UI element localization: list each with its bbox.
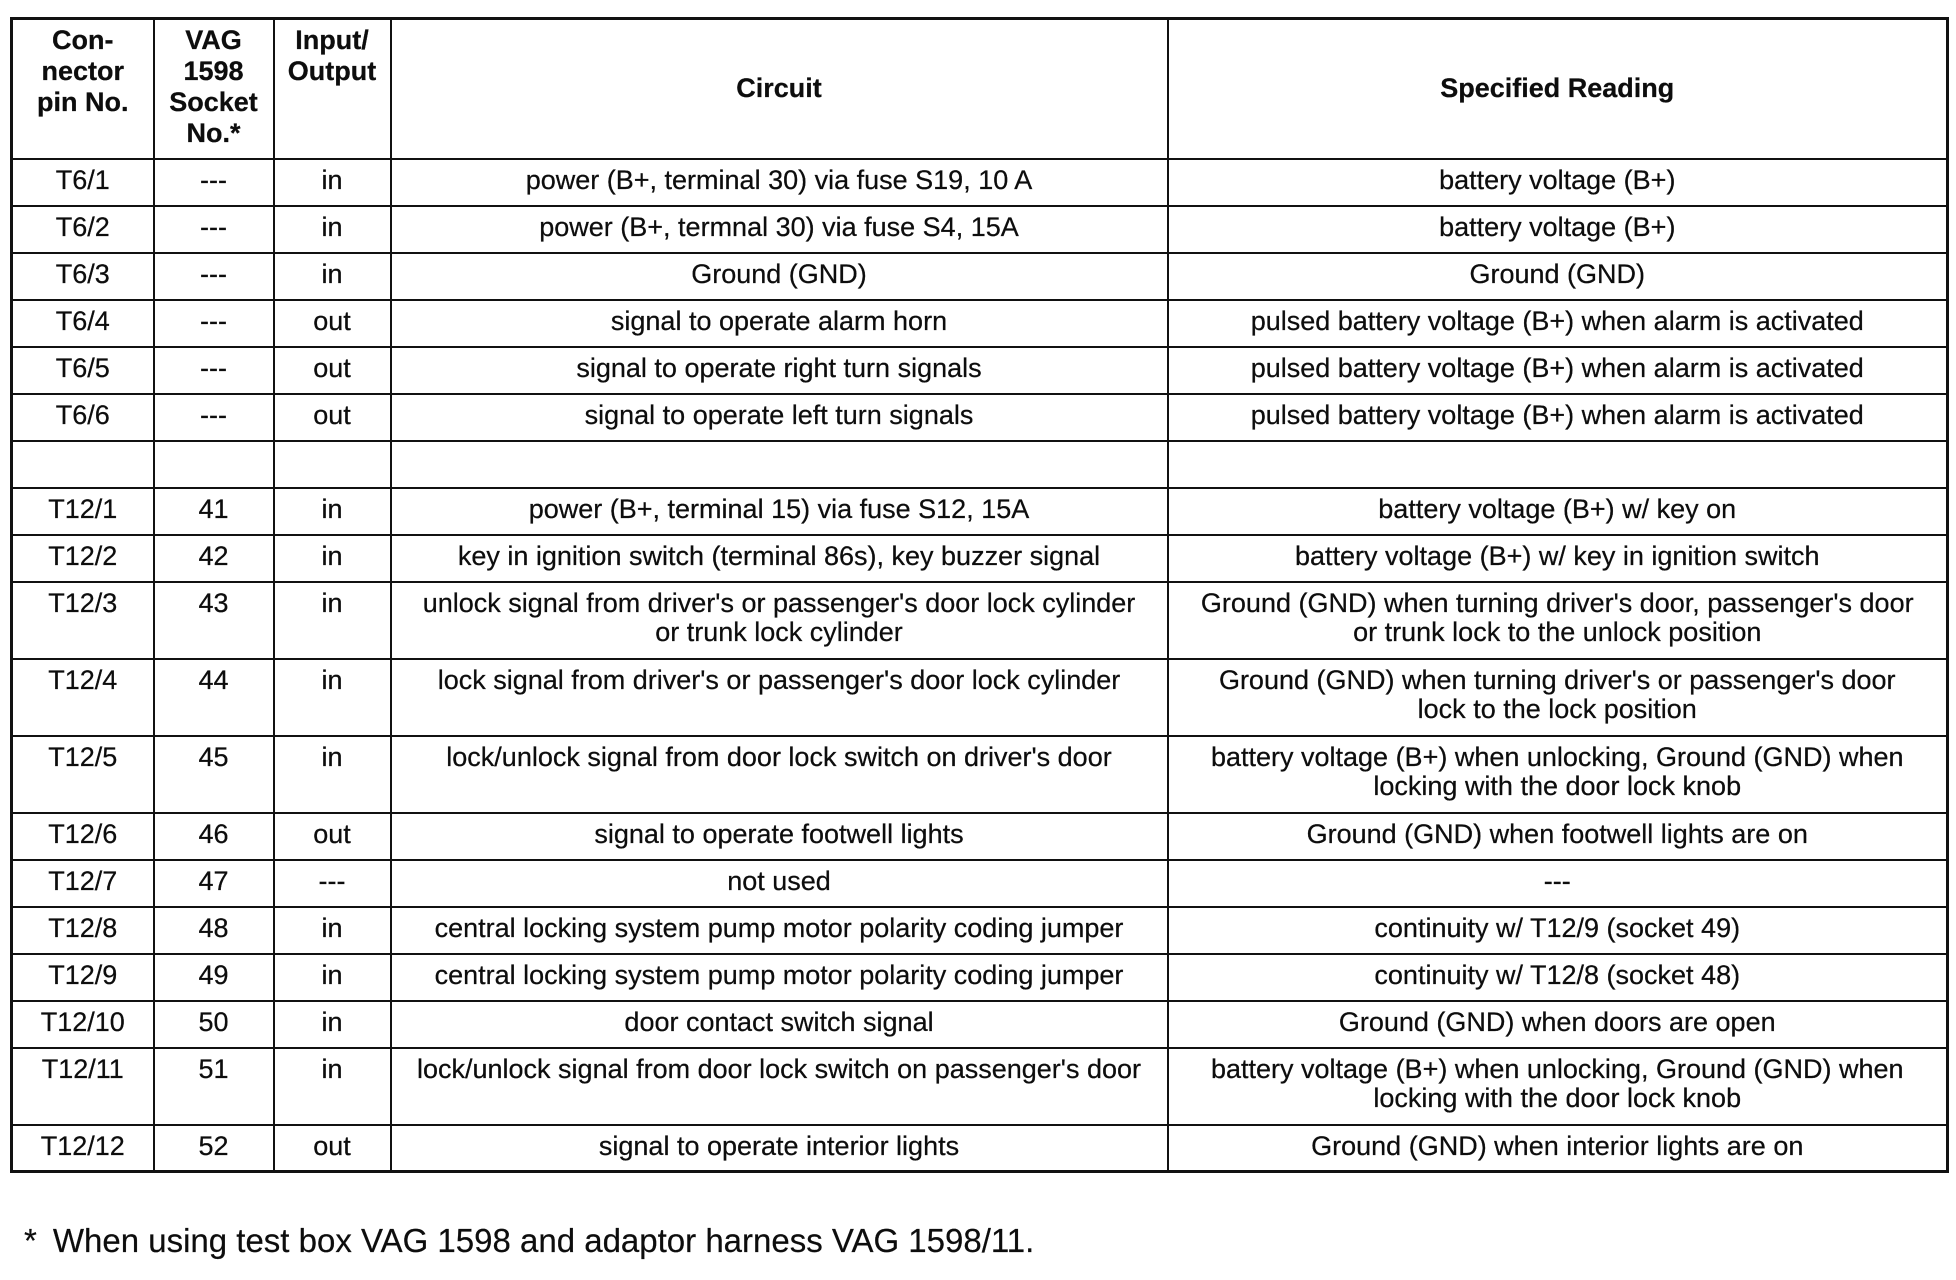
socket-cell: 50: [154, 1001, 274, 1048]
empty-cell: [391, 441, 1168, 488]
circuit-cell: power (B+, termnal 30) via fuse S4, 15A: [391, 206, 1168, 253]
pin-cell: T12/11: [12, 1048, 154, 1125]
socket-cell: 44: [154, 659, 274, 736]
io-cell: in: [274, 1001, 391, 1048]
reading-cell: pulsed battery voltage (B+) when alarm is activated: [1168, 347, 1948, 394]
circuit-cell: signal to operate alarm horn: [391, 300, 1168, 347]
io-cell: in: [274, 954, 391, 1001]
circuit-cell: lock/unlock signal from door lock switch on driver's door: [391, 736, 1168, 813]
table-row: [12, 736, 1948, 813]
reading-cell: battery voltage (B+): [1168, 159, 1948, 206]
circuit-cell: signal to operate interior lights: [391, 1125, 1168, 1172]
table-row: [12, 860, 1948, 907]
table-row: [12, 907, 1948, 954]
io-cell: in: [274, 253, 391, 300]
circuit-cell: central locking system pump motor polarity coding jumper: [391, 907, 1168, 954]
pin-cell: T12/9: [12, 954, 154, 1001]
io-cell: in: [274, 206, 391, 253]
io-cell: in: [274, 736, 391, 813]
socket-cell: ---: [154, 300, 274, 347]
io-cell: out: [274, 813, 391, 860]
circuit-cell: signal to operate footwell lights: [391, 813, 1168, 860]
header-socket: VAG 1598 Socket No.*: [154, 19, 274, 159]
io-cell: out: [274, 394, 391, 441]
io-cell: in: [274, 659, 391, 736]
pin-cell: T12/1: [12, 488, 154, 535]
circuit-cell: signal to operate right turn signals: [391, 347, 1168, 394]
table-row: [12, 253, 1948, 300]
socket-cell: 51: [154, 1048, 274, 1125]
pin-assignment-table: [10, 17, 1949, 1173]
socket-cell: ---: [154, 159, 274, 206]
header-circuit: Circuit: [391, 19, 1168, 159]
table-row: [12, 488, 1948, 535]
io-cell: in: [274, 582, 391, 659]
socket-cell: ---: [154, 347, 274, 394]
io-cell: out: [274, 1125, 391, 1172]
empty-cell: [12, 441, 154, 488]
io-cell: in: [274, 488, 391, 535]
circuit-cell: door contact switch signal: [391, 1001, 1168, 1048]
circuit-cell: lock/unlock signal from door lock switch on passenger's door: [391, 1048, 1168, 1125]
table-row: [12, 347, 1948, 394]
socket-cell: 47: [154, 860, 274, 907]
socket-cell: 45: [154, 736, 274, 813]
pin-cell: T6/1: [12, 159, 154, 206]
circuit-cell: central locking system pump motor polarity coding jumper: [391, 954, 1168, 1001]
circuit-cell: key in ignition switch (terminal 86s), key buzzer signal: [391, 535, 1168, 582]
pin-cell: T6/4: [12, 300, 154, 347]
pin-cell: T6/3: [12, 253, 154, 300]
io-cell: ---: [274, 860, 391, 907]
circuit-cell: lock signal from driver's or passenger's door lock cylinder: [391, 659, 1168, 736]
footnote: [24, 1222, 1034, 1260]
pin-cell: T12/7: [12, 860, 154, 907]
reading-cell: battery voltage (B+) when unlocking, Ground (GND) when locking with the door lock knob: [1168, 736, 1948, 813]
header-reading: Specified Reading: [1168, 19, 1948, 159]
pin-cell: T12/8: [12, 907, 154, 954]
pin-cell: T12/2: [12, 535, 154, 582]
socket-cell: ---: [154, 253, 274, 300]
reading-cell: battery voltage (B+): [1168, 206, 1948, 253]
io-cell: in: [274, 159, 391, 206]
socket-cell: ---: [154, 206, 274, 253]
reading-cell: ---: [1168, 860, 1948, 907]
circuit-cell: Ground (GND): [391, 253, 1168, 300]
socket-cell: 52: [154, 1125, 274, 1172]
reading-cell: pulsed battery voltage (B+) when alarm is activated: [1168, 300, 1948, 347]
table-row: [12, 394, 1948, 441]
pin-cell: T12/3: [12, 582, 154, 659]
reading-cell: battery voltage (B+) when unlocking, Ground (GND) when locking with the door lock knob: [1168, 1048, 1948, 1125]
empty-cell: [154, 441, 274, 488]
reading-cell: battery voltage (B+) w/ key in ignition switch: [1168, 535, 1948, 582]
empty-cell: [1168, 441, 1948, 488]
io-cell: out: [274, 300, 391, 347]
table-row: [12, 813, 1948, 860]
header-pin: Con- nector pin No.: [12, 19, 154, 159]
pin-cell: T12/5: [12, 736, 154, 813]
pin-cell: T12/10: [12, 1001, 154, 1048]
socket-cell: ---: [154, 394, 274, 441]
pin-cell: T12/4: [12, 659, 154, 736]
table-row: [12, 300, 1948, 347]
footnote-marker: *: [24, 1222, 37, 1259]
header-row: [12, 19, 1948, 159]
empty-cell: [274, 441, 391, 488]
io-cell: out: [274, 347, 391, 394]
reading-cell: Ground (GND) when footwell lights are on: [1168, 813, 1948, 860]
table-row: [12, 582, 1948, 659]
table-row: [12, 159, 1948, 206]
circuit-cell: not used: [391, 860, 1168, 907]
io-cell: in: [274, 907, 391, 954]
reading-cell: Ground (GND) when turning driver's or passenger's door lock to the lock position: [1168, 659, 1948, 736]
socket-cell: 43: [154, 582, 274, 659]
table-row: [12, 206, 1948, 253]
circuit-cell: power (B+, terminal 15) via fuse S12, 15A: [391, 488, 1168, 535]
socket-cell: 41: [154, 488, 274, 535]
reading-cell: Ground (GND) when interior lights are on: [1168, 1125, 1948, 1172]
table-row: [12, 1001, 1948, 1048]
reading-cell: Ground (GND): [1168, 253, 1948, 300]
header-io: Input/ Output: [274, 19, 391, 159]
reading-cell: continuity w/ T12/8 (socket 48): [1168, 954, 1948, 1001]
reading-cell: battery voltage (B+) w/ key on: [1168, 488, 1948, 535]
circuit-cell: signal to operate left turn signals: [391, 394, 1168, 441]
socket-cell: 48: [154, 907, 274, 954]
socket-cell: 49: [154, 954, 274, 1001]
reading-cell: pulsed battery voltage (B+) when alarm is activated: [1168, 394, 1948, 441]
table-row: [12, 1048, 1948, 1125]
reading-cell: continuity w/ T12/9 (socket 49): [1168, 907, 1948, 954]
reading-cell: Ground (GND) when turning driver's door, passenger's door or trunk lock to the unlock position: [1168, 582, 1948, 659]
circuit-cell: power (B+, terminal 30) via fuse S19, 10 A: [391, 159, 1168, 206]
footnote-text: When using test box VAG 1598 and adaptor harness VAG 1598/11.: [52, 1222, 1035, 1259]
reading-cell: Ground (GND) when doors are open: [1168, 1001, 1948, 1048]
io-cell: in: [274, 535, 391, 582]
socket-cell: 46: [154, 813, 274, 860]
pin-cell: T12/12: [12, 1125, 154, 1172]
table-row: [12, 1125, 1948, 1172]
circuit-cell: unlock signal from driver's or passenger's door lock cylinder or trunk lock cylinder: [391, 582, 1168, 659]
table-row: [12, 954, 1948, 1001]
pin-cell: T6/2: [12, 206, 154, 253]
pin-cell: T12/6: [12, 813, 154, 860]
table-row: [12, 659, 1948, 736]
pin-cell: T6/5: [12, 347, 154, 394]
table-row: [12, 535, 1948, 582]
socket-cell: 42: [154, 535, 274, 582]
empty-separator-row: [12, 441, 1948, 488]
pin-cell: T6/6: [12, 394, 154, 441]
io-cell: in: [274, 1048, 391, 1125]
